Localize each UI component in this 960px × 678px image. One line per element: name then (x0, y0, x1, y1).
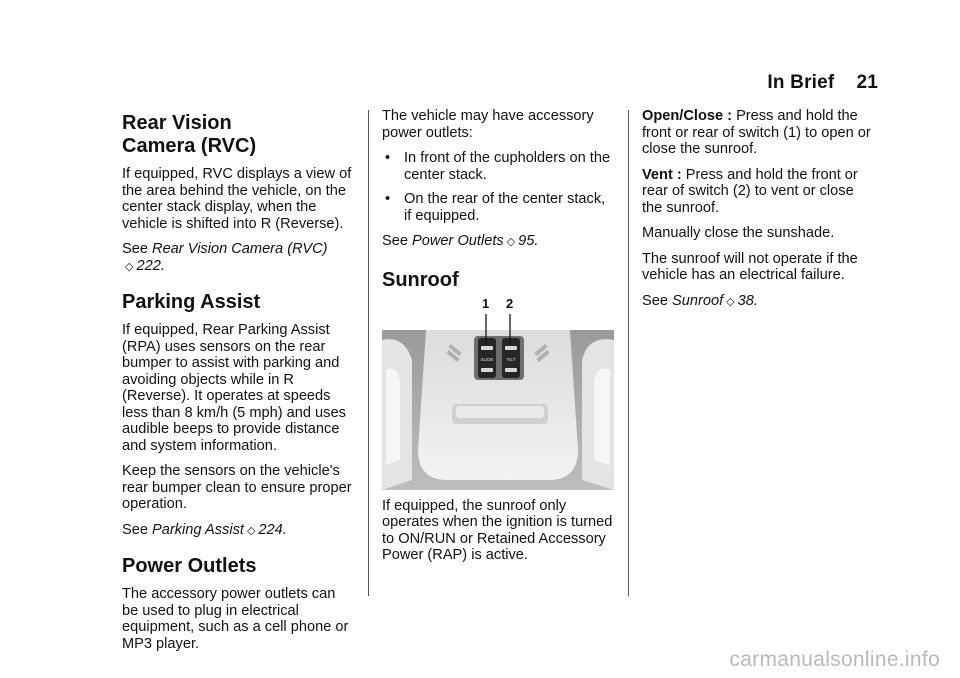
power-outlets-body: The accessory power outlets can be used to plug in electrical equipment, such as a cell phone or MP3 player. (122, 586, 349, 652)
tilt-switch-label: TILT (506, 356, 516, 362)
sunroof-heading: Sunroof (382, 268, 459, 291)
sunroof-ref-link[interactable]: Sunroof (672, 292, 724, 309)
page-header (767, 72, 878, 94)
page-ref-icon: ◇ (726, 295, 735, 308)
page-number: 21 (856, 72, 878, 93)
outlets-ref-link[interactable]: Power Outlets (412, 233, 504, 249)
rvc-body: If equipped, RVC displays a view of the area behind the vehicle, on the center stack display, when the vehicle is shifted into R (Reverse). (122, 166, 352, 232)
column-divider (628, 110, 629, 596)
overhead-console-image (382, 300, 614, 490)
page-ref-icon: ◇ (246, 524, 256, 537)
outlets-list (382, 150, 614, 224)
outlets-see-reference: See Power Outlets ◇ 95. (382, 233, 539, 249)
bullet-icon: • (385, 191, 391, 207)
rvc-heading: Rear Vision Camera (RVC) (122, 112, 257, 157)
sunshade-note: Manually close the sunshade. (642, 225, 835, 241)
column-divider (368, 110, 369, 596)
slide-switch-label: SLIDE (480, 356, 494, 362)
page-ref-icon: ◇ (506, 236, 516, 248)
rvc-ref-link[interactable]: Rear Vision Camera (RVC) (152, 241, 328, 257)
rvc-see-reference: See Rear Vision Camera (RVC) ◇ 222. (122, 241, 328, 274)
bullet-icon: • (385, 150, 391, 166)
vent-item: Vent : Press and hold the front or rear of switch (2) to vent or close the sunroof. (642, 166, 858, 216)
sunroof-intro: If equipped, the sunroof only operates when the ignition is turned to ON/RUN or Retained Accessory Power (RAP) is active. (382, 497, 613, 563)
parking-ref-link[interactable]: Parking Assist (152, 521, 244, 538)
parking-body-2: Keep the sensors on the vehicle's rear bumper clean to ensure proper operation. (122, 463, 352, 512)
rvc-ref-page[interactable]: 222. (136, 257, 165, 274)
column-1 (122, 108, 354, 661)
parking-see-reference: See Parking Assist ◇ 224. (122, 521, 287, 538)
parking-heading: Parking Assist (122, 291, 261, 313)
sunroof-ref-page[interactable]: 38. (737, 292, 758, 309)
section-title: In Brief (767, 72, 835, 93)
parking-ref-page[interactable]: 224. (258, 521, 287, 538)
watermark: carmanualsonline.info (729, 648, 940, 671)
list-item: • In front of the cupholders on the center stack. (385, 150, 611, 183)
outlets-ref-page[interactable]: 95. (518, 233, 539, 249)
open-close-item: Open/Close : Press and hold the front or rear of switch (1) to open or close the sunroof. (642, 108, 871, 157)
callout-1: 1 (482, 295, 490, 311)
sunroof-see-reference: See Sunroof ◇ 38. (642, 292, 758, 309)
outlets-intro: The vehicle may have accessory power outlets: (382, 108, 594, 141)
open-close-term: Open/Close : (642, 108, 733, 124)
power-outlets-heading: Power Outlets (122, 555, 257, 577)
page-ref-icon: ◇ (125, 260, 134, 273)
column-2 (382, 108, 614, 573)
callout-2: 2 (506, 295, 514, 311)
vent-term: Vent : (642, 166, 682, 183)
failure-note: The sunroof will not operate if the vehicle has an electrical failure. (642, 250, 858, 283)
parking-body-1: If equipped, Rear Parking Assist (RPA) uses sensors on the rear bumper to assist with parking and avoiding objects while in R (Reverse). It operates at speeds less than 8 km/h (5 mph) and uses audible beeps to provide distance and system information. (122, 322, 346, 454)
list-item: • On the rear of the center stack, if equipped. (385, 191, 606, 224)
column-3 (642, 108, 874, 319)
sunroof-switch-illustration (382, 295, 614, 490)
